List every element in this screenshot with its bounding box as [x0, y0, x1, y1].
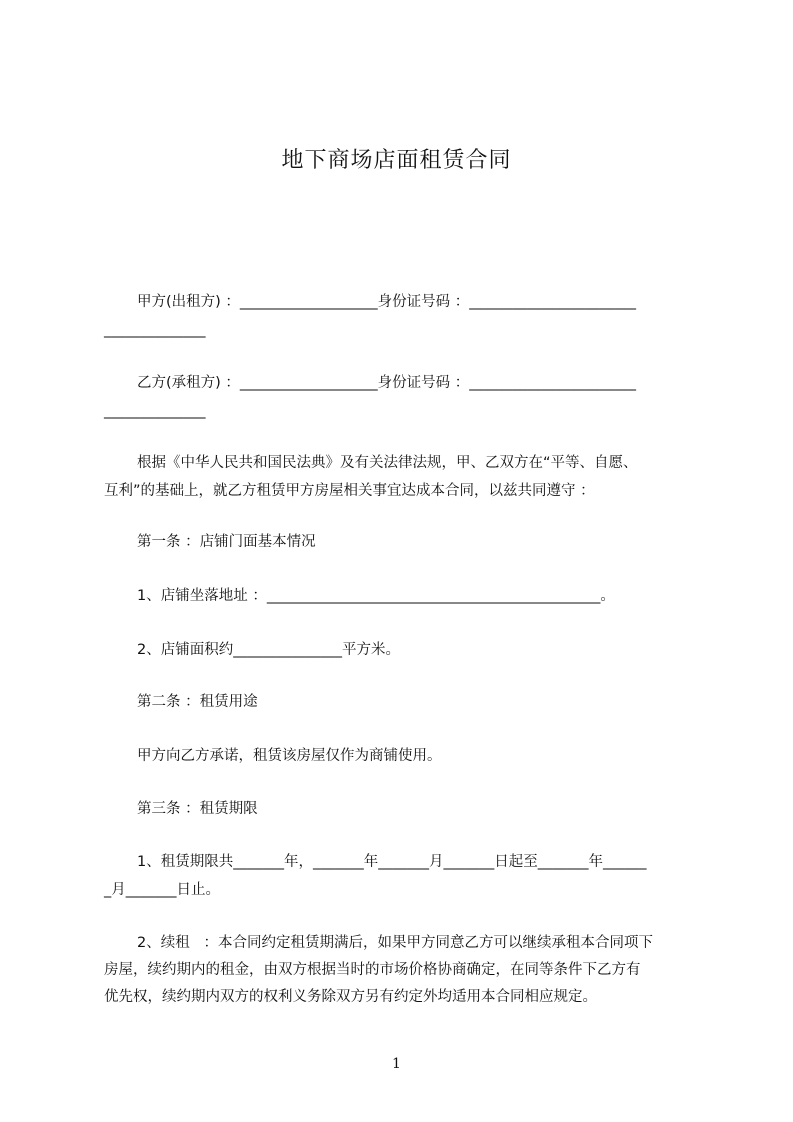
page-number: 1: [392, 1056, 401, 1072]
article-3-item-1-line-2: _月_______日止。: [104, 882, 220, 898]
article-3-item-2-line-3: 优先权，续约期内双方的权利义务除双方另有约定外均适用本合同相应规定。: [104, 989, 597, 1005]
preamble-line-1: 根据《中华人民共和国民法典》及有关法律法规，甲、乙双方在“平等、自愿、: [137, 455, 638, 471]
article-3-item-2-line-1: 2、续租 ：本合同约定租赁期满后，如果甲方同意乙方可以继续承租本合同项下: [137, 935, 654, 951]
article-1-item-2: 2、店铺面积约_______________平方米。: [137, 642, 400, 658]
article-1-heading: 第一条 ：店铺门面基本情况: [137, 534, 316, 550]
article-1-item-1: 1、店铺坐落地址 ：______________________________________________。: [137, 588, 615, 604]
party-b-line: 乙方(承租方) ：___________________身份证号码 ：_______________________: [137, 375, 637, 391]
party-a-line-continued: ______________: [104, 322, 206, 338]
document-title: 地下商场店面租赁合同: [281, 148, 512, 173]
article-3-item-2-line-2: 房屋，续约期内的租金，由双方根据当时的市场价格协商确定，在同等条件下乙方有: [104, 962, 641, 978]
party-b-line-continued: ______________: [104, 403, 206, 419]
article-2-text: 甲方向乙方承诺，租赁该房屋仅作为商铺使用。: [137, 748, 442, 764]
article-3-item-1-line-1: 1、租赁期限共_______年，_______年_______月_______日起至_______年______: [137, 854, 647, 870]
article-3-heading: 第三条 ：租赁期限: [137, 801, 258, 817]
article-2-heading: 第二条 ：租赁用途: [137, 694, 258, 710]
party-a-line: 甲方(出租方) ：___________________身份证号码 ：_______________________: [137, 294, 637, 310]
preamble-line-2: 互利”的基础上，就乙方租赁甲方房屋相关事宜达成本合同，以兹共同遵守 ：: [104, 483, 595, 499]
